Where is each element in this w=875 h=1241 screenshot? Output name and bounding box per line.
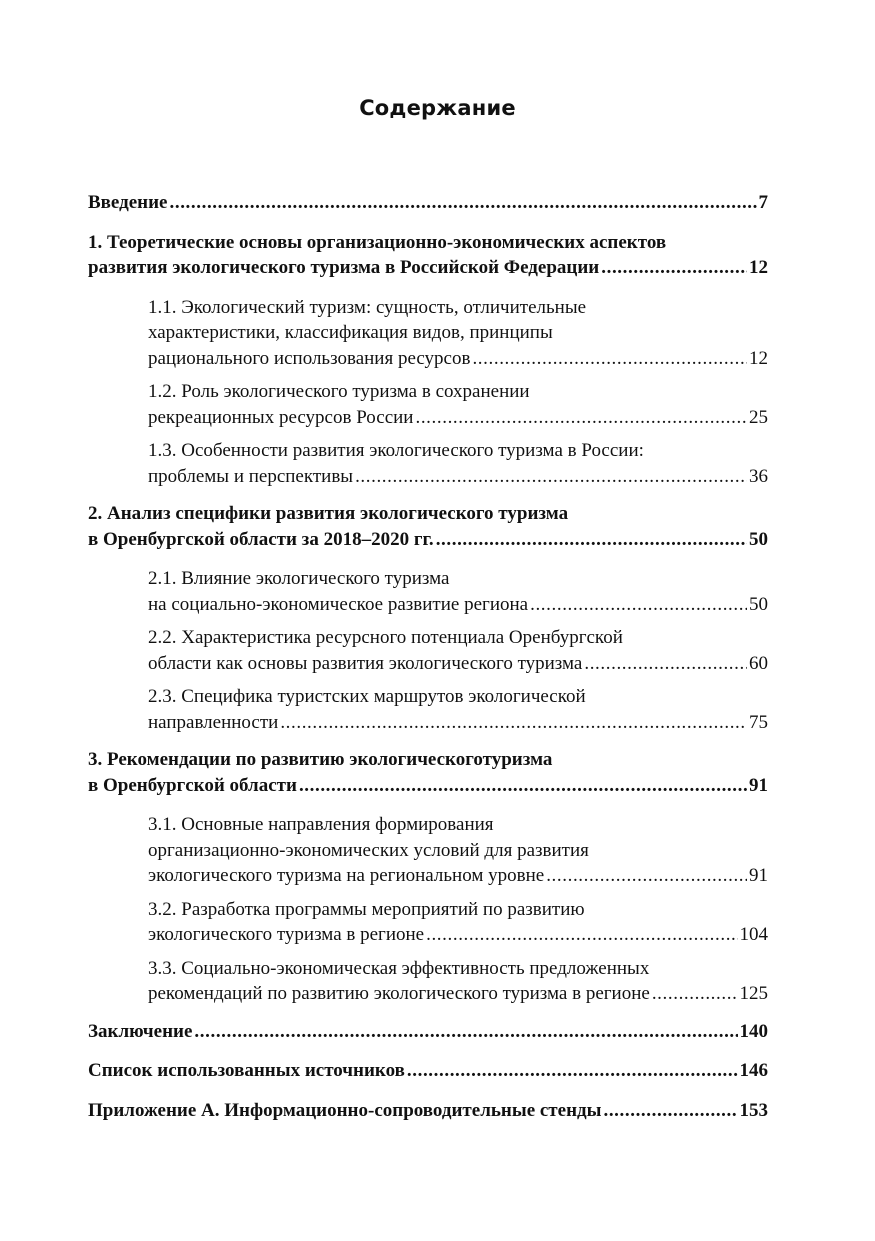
toc-entry-title: Заключение: [88, 1020, 193, 1042]
toc-page-number: 50: [749, 593, 768, 615]
dot-leader: [299, 773, 747, 799]
dot-leader: [601, 255, 747, 281]
toc-page-number: 140: [739, 1020, 768, 1042]
toc-entry-section-3-2[interactable]: [88, 897, 768, 948]
toc-entry-line: 2. Анализ специфики развития экологического туризма: [88, 503, 569, 524]
dot-leader: [355, 464, 747, 490]
toc-entry-chapter-1[interactable]: [88, 230, 768, 281]
toc-entry-line: 1. Теоретические основы организационно-экономических аспектов: [88, 231, 667, 253]
toc-entry-chapter-2[interactable]: [88, 501, 768, 552]
toc-entry-line: 3. Рекомендации по развитию экологическоготуризма: [88, 749, 553, 770]
toc-page-number: 50: [749, 528, 768, 550]
table-of-contents: [88, 190, 768, 1123]
toc-entry-line: организационно-экономических условий для развития: [148, 839, 589, 861]
toc-entry-title: в Оренбургской области за 2018–2020 гг.: [88, 528, 434, 550]
toc-page-number: 91: [749, 774, 768, 796]
toc-page-number: 12: [749, 257, 768, 278]
toc-entry-line: 2.3. Специфика туристских маршрутов экологической: [148, 686, 586, 707]
dot-leader: [603, 1098, 737, 1124]
toc-entry-conclusion[interactable]: [88, 1019, 768, 1045]
dot-leader: [415, 405, 747, 431]
dot-leader: [280, 710, 747, 736]
toc-entry-sources[interactable]: [88, 1058, 768, 1084]
toc-entry-section-2-1[interactable]: [88, 566, 768, 617]
toc-entry-line: 1.3. Особенности развития экологического туризма в России:: [148, 440, 644, 461]
dot-leader: [546, 863, 747, 889]
dot-leader: [407, 1058, 738, 1084]
toc-entry-section-1-2[interactable]: [88, 379, 768, 430]
toc-entry-line: 3.2. Разработка программы мероприятий по развитию: [148, 898, 585, 920]
toc-entry-title: Список использованных источников: [88, 1060, 405, 1081]
dot-leader: [472, 346, 747, 372]
toc-page-number: 104: [739, 924, 768, 945]
toc-page-number: 153: [739, 1099, 768, 1121]
toc-entry-title: в Оренбургской области: [88, 774, 297, 796]
dot-leader: [194, 1019, 737, 1045]
toc-page-number: 60: [749, 652, 768, 674]
toc-entry-section-2-2[interactable]: [88, 625, 768, 676]
toc-entry-section-1-3[interactable]: [88, 438, 768, 489]
dot-leader: [170, 190, 757, 216]
toc-entry-intro[interactable]: [88, 190, 768, 216]
toc-page-number: 146: [739, 1060, 768, 1081]
toc-entry-title: рационального использования ресурсов: [148, 347, 471, 369]
dot-leader: [436, 527, 747, 553]
dot-leader: [426, 922, 737, 948]
toc-page-number: 7: [758, 192, 768, 213]
toc-page-number: 36: [749, 465, 768, 487]
toc-entry-title: развития экологического туризма в Российской Федерации: [88, 257, 600, 278]
toc-entry-section-3-3[interactable]: [88, 956, 768, 1007]
toc-entry-section-3-1[interactable]: [88, 812, 768, 889]
toc-entry-line: 2.1. Влияние экологического туризма: [148, 568, 450, 589]
page-title: Содержание: [359, 96, 516, 120]
toc-entry-line: характеристики, классификация видов, принципы: [148, 322, 553, 343]
dot-leader: [652, 981, 738, 1007]
toc-entry-line: 1.2. Роль экологического туризма в сохранении: [148, 381, 530, 402]
toc-page-number: 12: [749, 347, 768, 369]
toc-entry-title: на социально-экономическое развитие региона: [148, 593, 529, 615]
toc-page-number: 25: [749, 406, 768, 428]
toc-entry-title: экологического туризма на региональном уровне: [148, 865, 545, 886]
toc-page-number: 125: [739, 983, 768, 1004]
toc-entry-title: рекомендаций по развитию экологического туризма в регионе: [148, 983, 650, 1004]
toc-entry-title: Введение: [88, 192, 168, 213]
dot-leader: [584, 651, 747, 677]
toc-entry-section-2-3[interactable]: [88, 684, 768, 735]
dot-leader: [530, 592, 747, 618]
toc-entry-title: экологического туризма в регионе: [148, 924, 425, 945]
toc-entry-appendix-a[interactable]: [88, 1098, 768, 1124]
toc-entry-line: 1.1. Экологический туризм: сущность, отличительные: [148, 296, 587, 318]
toc-entry-title: области как основы развития экологического туризма: [148, 652, 583, 674]
toc-entry-title: рекреационных ресурсов России: [148, 406, 414, 428]
toc-entry-title: направленности: [148, 711, 279, 733]
toc-entry-section-1-1[interactable]: [88, 295, 768, 372]
toc-page-number: 91: [749, 865, 768, 886]
toc-entry-title: проблемы и перспективы: [148, 465, 354, 487]
toc-page-number: 75: [749, 711, 768, 733]
toc-entry-line: 3.3. Социально-экономическая эффективность предложенных: [148, 957, 650, 979]
toc-entry-title: Приложение А. Информационно-сопроводительные стенды: [88, 1099, 602, 1121]
toc-entry-chapter-3[interactable]: [88, 747, 768, 798]
toc-entry-line: 3.1. Основные направления формирования: [148, 814, 494, 835]
toc-entry-line: 2.2. Характеристика ресурсного потенциала Оренбургской: [148, 627, 623, 648]
